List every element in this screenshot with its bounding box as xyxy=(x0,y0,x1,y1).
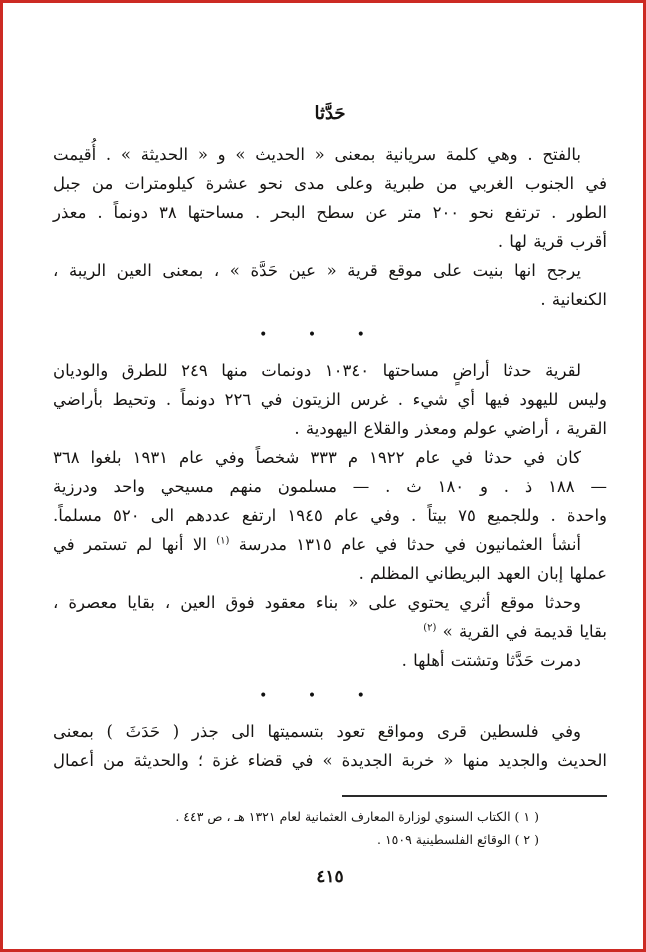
paragraph-school xyxy=(53,530,607,588)
text-line xyxy=(53,530,607,559)
text-line: — ١٨٨ ذ . و ١٨٠ ث . — مسلمون منهم مسيحي واحد ودرزية xyxy=(53,477,607,496)
text-segment: بقايا قديمة في القرية » xyxy=(442,622,607,641)
text-line: الحديث والجديد منها « خربة الجديدة » في قضاء غزة ؛ والحديثة من أعمال xyxy=(53,751,607,770)
footnote-item: ( ٢ ) الوقائع الفلسطينية ١٥٠٩ . xyxy=(377,832,539,847)
page-number: ٤١٥ xyxy=(316,867,344,887)
text-line: يرجح انها بنيت على موقع قرية « عين حَدَّة » ، بمعنى العين الريبة ، xyxy=(53,261,581,280)
text-line: بالفتح . وهي كلمة سريانية بمعنى « الحديث » و « الحديثة » . أُقيمت xyxy=(53,145,581,164)
text-line: دمرت حَدَّثا وتشتت أهلها . xyxy=(401,651,581,670)
text-line: وفي فلسطين قرى ومواقع تعود بتسميتها الى جذر ( حَدَثَ ) بمعنى xyxy=(53,722,581,741)
text-line: الطور . ترتفع نحو ٢٠٠ متر عن سطح البحر . مساحتها ٣٨ دونماً . معذر xyxy=(53,203,607,222)
footnotes-section xyxy=(53,805,607,851)
footnote-divider xyxy=(342,795,607,797)
footnote-item: ( ١ ) الكتاب السنوي لوزارة المعارف العثمانية لعام ١٣٢١ هـ ، ص ٤٤٣ . xyxy=(175,809,539,824)
paragraph-lands xyxy=(53,356,607,443)
text-line: القرية ، أراضي عولم ومعذر والقلاع اليهودية . xyxy=(294,419,607,438)
text-segment: أنشأ العثمانيون في حدثا في عام ١٣١٥ مدرسة xyxy=(238,535,582,554)
footnote-marker-2: (٢) xyxy=(423,622,437,634)
text-line: في الجنوب الغربي من طبرية وعلى مدى نحو عشرة كيلومترات من جبل xyxy=(53,174,607,193)
text-line: لقرية حدثا أراضٍ مساحتها ١٠٣٤٠ دونمات منها ٢٤٩ للطرق والوديان xyxy=(53,361,581,380)
text-line xyxy=(53,617,607,646)
text-line: أقرب قرية لها . xyxy=(497,232,607,251)
section-separator-dots: • • • xyxy=(259,327,383,343)
text-line: وليس لليهود فيها أي شيء . غرس الزيتون في ٢٢٦ دونماً . وتحيط بأراضي xyxy=(53,390,607,409)
section-separator-dots: • • • xyxy=(259,688,383,704)
paragraph-site-origin xyxy=(53,256,607,314)
text-line: كان في حدثا في عام ١٩٢٢ م ٣٣٣ شخصاً وفي عام ١٩٣١ بلغوا ٣٦٨ xyxy=(53,448,581,467)
paragraph-destroyed xyxy=(53,646,607,675)
paragraph-population xyxy=(53,443,607,530)
paragraph-related-names xyxy=(53,717,607,775)
page-content xyxy=(3,3,643,887)
text-line: الكنعانية . xyxy=(540,290,607,309)
paragraph-intro xyxy=(53,140,607,256)
text-line: واحدة . وللجميع ٧٥ بيتاً . وفي عام ١٩٤٥ ارتفع عددهم الى ٥٢٠ مسلماً. xyxy=(53,506,607,525)
page-title: حَدَّثا xyxy=(314,103,346,124)
text-line: عملها إبان العهد البريطاني المظلم . xyxy=(358,564,607,583)
text-segment: الا أنها لم تستمر في xyxy=(53,535,207,554)
paragraph-ruins xyxy=(53,588,607,646)
footnote-marker-1: (١) xyxy=(216,535,230,547)
text-line: وحدثا موقع أثري يحتوي على « بناء معقود فوق العين ، بقايا معصرة ، xyxy=(53,593,581,612)
